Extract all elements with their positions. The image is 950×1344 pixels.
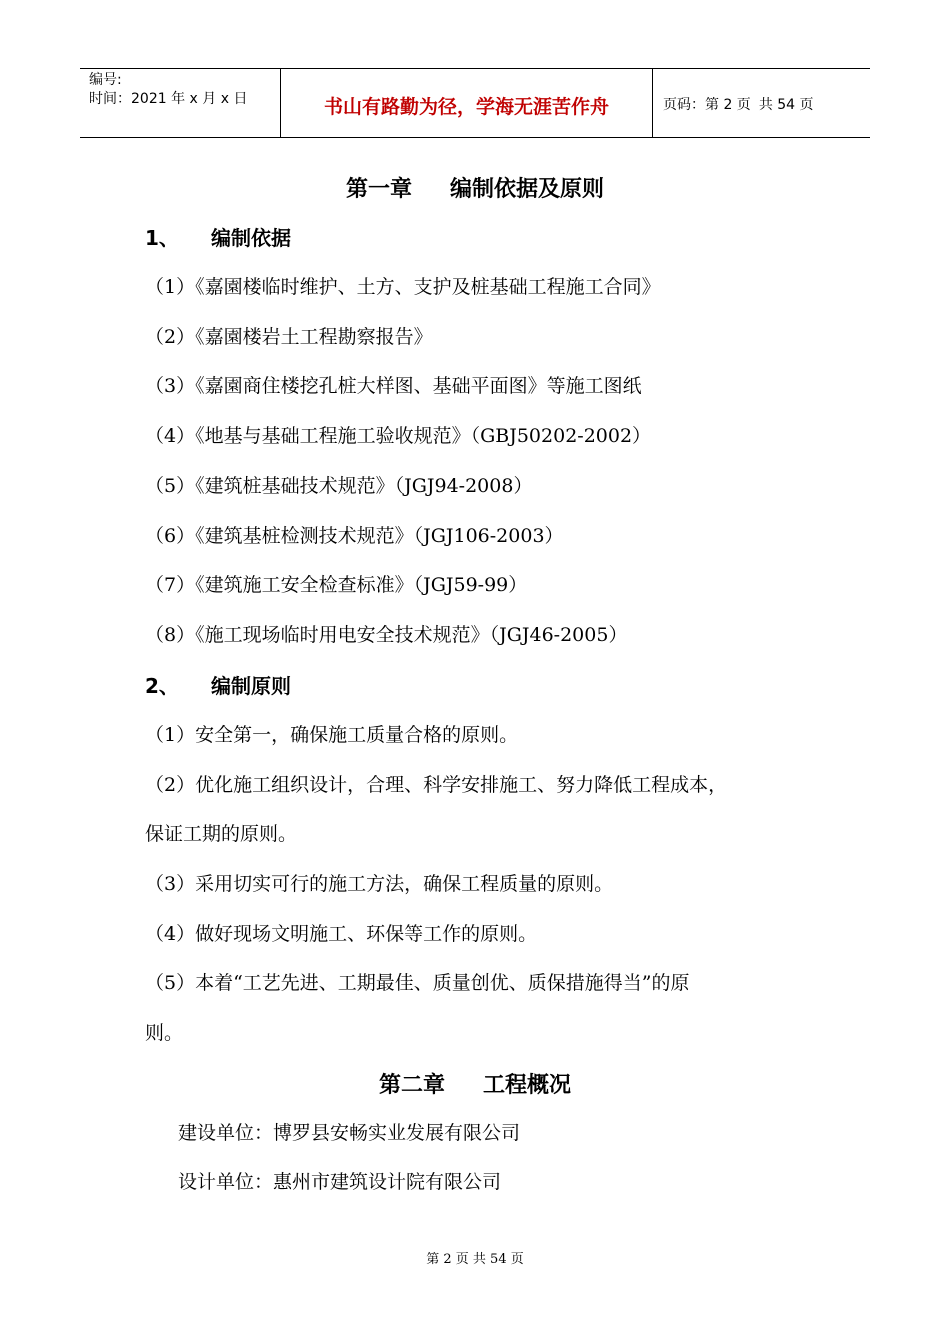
page-footer: 第 2 页 共 54 页 — [426, 1252, 524, 1267]
principle-line-2: （2）优化施工组织设计，合理、科学安排施工、努力降低工程成本， — [145, 774, 728, 796]
principle-line-3: （3）采用切实可行的施工方法，确保工程质量的原则。 — [145, 873, 614, 895]
header-meta-cell — [80, 69, 281, 137]
document-number-label: 编号: — [89, 72, 122, 88]
chapter-2-title: 工程概况 — [483, 1073, 572, 1098]
basis-item-8: （8）《施工现场临时用电安全技术规范》（JGJ46-2005） — [145, 624, 628, 646]
basis-item-3: （3）《嘉園商住楼挖孔桩大样图、基础平面图》等施工图纸 — [145, 375, 642, 397]
principle-line-2-cont: 保证工期的原则。 — [145, 823, 298, 845]
basis-item-4: （4）《地基与基础工程施工验收规范》（GBJ50202-2002） — [145, 425, 652, 447]
basis-item-7: （7）《建筑施工安全检查标准》（JGJ59-99） — [145, 574, 528, 596]
basis-item-2: （2）《嘉園楼岩土工程勘察报告》 — [145, 326, 433, 348]
chapter-1-number: 第一章 — [345, 177, 412, 202]
construction-unit: 建设单位：博罗县安畅实业发展有限公司 — [178, 1122, 521, 1144]
principle-line-1: （1）安全第一，确保施工质量合格的原则。 — [145, 724, 519, 746]
section-1-heading — [145, 222, 291, 251]
header-page-total: 共 54 页 — [758, 97, 814, 113]
header-page-cell — [653, 69, 870, 137]
section-2-number: 2、 — [145, 674, 179, 698]
header-motto: 书山有路勤为径，学海无涯苦作舟 — [281, 69, 653, 137]
principle-line-5: （5）本着“工艺先进、工期最佳、质量创优、质保措施得当”的原 — [145, 972, 690, 994]
design-unit: 设计单位：惠州市建筑设计院有限公司 — [178, 1171, 502, 1193]
document-time-label: 时间：2021 年 x 月 x 日 — [89, 91, 248, 107]
section-2-title: 编制原则 — [211, 674, 291, 698]
principle-line-4: （4）做好现场文明施工、环保等工作的原则。 — [145, 923, 538, 945]
section-1-title: 编制依据 — [211, 226, 291, 250]
chapter-1-heading — [0, 172, 950, 203]
basis-item-1: （1）《嘉園楼临时维护、土方、支护及桩基础工程施工合同》 — [145, 276, 661, 298]
header-page-number: 页码：第 2 页 — [663, 97, 751, 113]
basis-item-5: （5）《建筑桩基础技术规范》（JGJ94-2008） — [145, 475, 533, 497]
section-2-heading — [145, 670, 291, 699]
chapter-2-heading — [0, 1068, 950, 1099]
chapter-2-number: 第二章 — [378, 1073, 445, 1098]
chapter-1-title: 编制依据及原则 — [450, 177, 605, 202]
section-1-number: 1、 — [145, 226, 179, 250]
basis-item-6: （6）《建筑基桩检测技术规范》（JGJ106-2003） — [145, 525, 564, 547]
principle-line-5-cont: 则。 — [145, 1022, 184, 1044]
document-header — [80, 68, 870, 138]
